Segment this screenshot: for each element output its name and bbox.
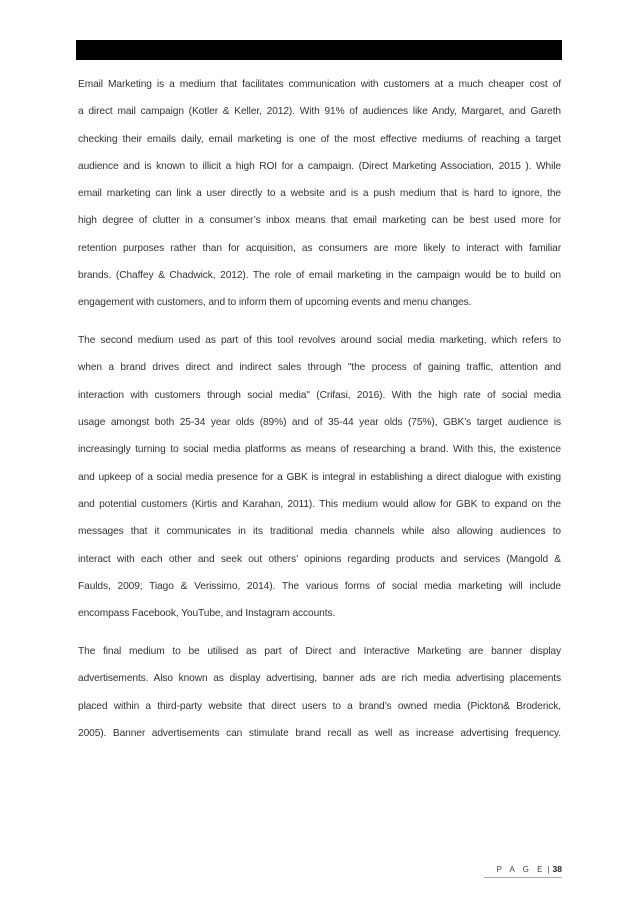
text-line: encompass Facebook, YouTube, and Instagram accounts. — [78, 608, 336, 620]
text-line: messages that it communicates in its traditional media channels while also allowing audiences to — [78, 526, 561, 538]
text-line: and upkeep of a social media presence for a GBK is integral in establishing a direct dialogue with existing — [78, 471, 561, 483]
text-line: The final medium to be utilised as part of Direct and Interactive Marketing are banner display — [78, 645, 561, 657]
header-bar — [76, 40, 562, 60]
text-line: audience and is known to illicit a high ROI for a campaign. (Direct Marketing Association, 2015 ). While — [78, 160, 561, 172]
text-line: when a brand drives direct and indirect sales through "the process of gaining traffic, attention and — [78, 362, 561, 374]
page-footer — [497, 862, 562, 876]
text-line: placed within a third-party website that direct users to a brand’s owned media (Pickton& Broderick, — [78, 700, 561, 712]
paragraph-email-marketing — [78, 71, 561, 317]
paragraph-social-media — [78, 327, 561, 627]
body-text — [78, 71, 561, 747]
paragraph-banner-ads — [78, 638, 561, 747]
text-line: Faulds, 2009; Tiago & Verissimo, 2014). The various forms of social media marketing will include — [78, 580, 561, 592]
text-line: Email Marketing is a medium that facilitates communication with customers at a much cheaper cost of — [78, 79, 561, 90]
page-number: 38 — [552, 864, 562, 874]
text-line: checking their emails daily, email marketing is one of the most effective mediums of reaching a target — [78, 133, 561, 145]
page-separator: | — [547, 864, 550, 874]
text-line: engagement with customers, and to inform them of upcoming events and menu changes. — [78, 297, 472, 309]
text-line: email marketing can link a user directly to a website and is a push medium that is hard to ignore, the — [78, 188, 561, 200]
text-line: a direct mail campaign (Kotler & Keller, 2012). With 91% of audiences like Andy, Margaret, and Gareth — [78, 106, 561, 118]
text-line: advertisements. Also known as display advertising, banner ads are rich media advertising placements — [78, 673, 561, 685]
text-line: and potential customers (Kirtis and Karahan, 2011). This medium would allow for GBK to expand on the — [78, 498, 561, 510]
page-label: P A G E — [496, 864, 546, 874]
text-line: interact with each other and seek out others’ opinions regarding products and services (Mangold & — [78, 553, 561, 565]
footer-rule — [484, 877, 562, 878]
text-line: interaction with customers through social media" (Crifasi, 2016). With the high rate of social media — [78, 389, 561, 401]
text-line: 2005). Banner advertisements can stimulate brand recall as well as increase advertising frequency. — [78, 727, 561, 739]
text-line: high degree of clutter in a consumer’s inbox means that email marketing can be best used more for — [78, 215, 561, 227]
text-line: increasingly turning to social media platforms as means of researching a brand. With this, the existence — [78, 444, 561, 456]
text-line: usage amongst both 25-34 year olds (89%) and of 35-44 year olds (75%), GBK’s target audience is — [78, 417, 561, 429]
text-line: brands. (Chaffey & Chadwick, 2012). The role of email marketing in the campaign would be to build on — [78, 270, 561, 282]
text-line: retention purposes rather than for acquisition, as consumers are more likely to interact with familiar — [78, 242, 561, 254]
text-line: The second medium used as part of this tool revolves around social media marketing, which refers to — [78, 335, 561, 347]
